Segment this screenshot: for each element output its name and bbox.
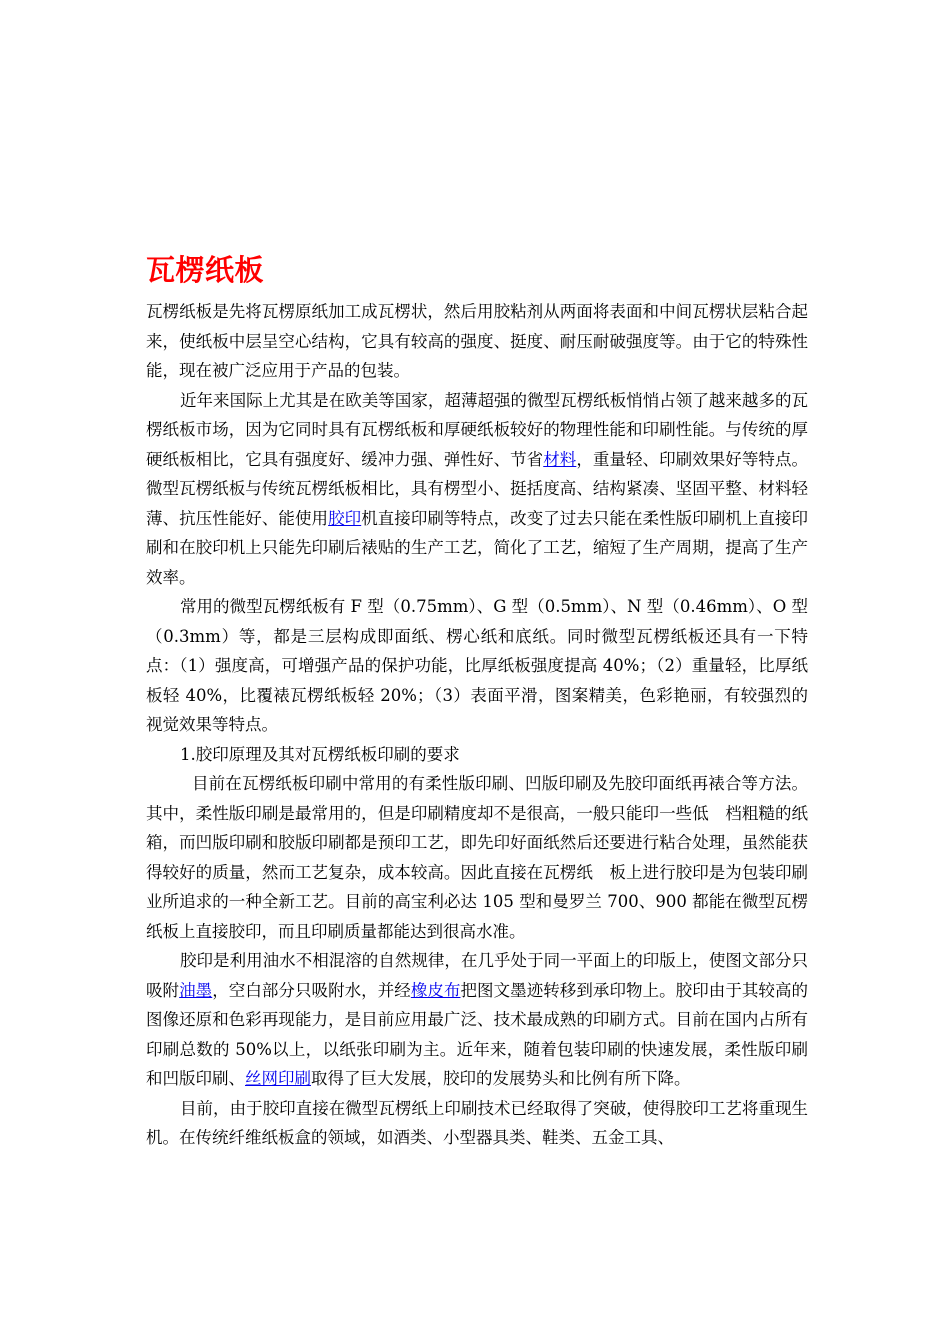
link-materials[interactable]: 材料 <box>543 449 577 469</box>
section-heading: 1.胶印原理及其对瓦楞纸板印刷的要求 <box>180 744 460 764</box>
link-offset-printing[interactable]: 胶印 <box>328 508 362 528</box>
paragraph-text: 取得了巨大发展，胶印的发展势头和比例有所下降。 <box>311 1069 691 1088</box>
paragraph-micro-corrugated <box>146 386 808 593</box>
paragraph-flute-types: 常用的微型瓦楞纸板有 F 型（0.75mm）、G 型（0.5mm）、N 型（0.46mm）、O 型（0.3mm）等，都是三层构成即面纸、楞心纸和底纸。同时微型瓦楞纸板还具有一下特点：（1）强度高，可增强产品的保护功能，比厚纸板强度提高 40%；（2）重量轻，比厚纸板轻 40%，比覆裱瓦楞纸板轻 20%；（3）表面平滑，图案精美，色彩艳丽，有较强烈的视觉效果等特点。 <box>146 597 808 734</box>
document-body <box>146 297 808 1153</box>
paragraph-text: 胶印是利用油水不相混溶的自然规律，在几乎处于同一平面上的印版上，使图文部分只吸附 <box>146 951 808 1000</box>
link-blanket[interactable]: 橡皮布 <box>410 980 461 1000</box>
link-ink[interactable]: 油墨 <box>179 980 213 1000</box>
paragraph-printing-methods: 目前在瓦楞纸板印刷中常用的有柔性版印刷、凹版印刷及先胶印面纸再裱合等方法。其中，柔性版印刷是最常用的，但是印刷精度却不是很高，一般只能印一些低 档粗糙的纸箱，而凹版印刷和胶版印刷都是预印工艺，即先印好面纸然后还要进行粘合处理，虽然能获得较好的质量，然而工艺复杂，成本较高。因此直接在瓦楞纸 板上进行胶印是为包装印刷业所追求的一种全新工艺。目前的高宝利必达 105 型和曼罗兰 700、900 都能在微型瓦楞纸板上直接胶印，而且印刷质量都能达到很高水准。 <box>146 774 808 941</box>
paragraph-text: ，重量轻、印刷效果好等特点。微型瓦楞纸板与传统瓦楞纸板相比，具有楞型小、挺括度高、结构紧凑、坚固平整、材料轻薄、抗压性能好、能使用 <box>146 449 809 528</box>
link-screen-printing[interactable]: 丝网印刷 <box>245 1069 311 1088</box>
paragraph-text: ，空白部分只吸附水，并经 <box>212 980 411 1000</box>
paragraph-text: 把图文墨迹转移到承印物上。胶印由于其较高的图像还原和色彩再现能力，是目前应用最广泛、技术最成熟的印刷方式。目前在国内占所有印刷总数的 50%以上，以纸张印刷为主。近年来，随着包装印刷的快速发展，柔性版印刷和凹版印刷、 <box>146 980 809 1088</box>
page-title: 瓦楞纸板 <box>146 253 265 287</box>
paragraph-offset-principle <box>146 946 808 1094</box>
paragraph-current-status: 目前，由于胶印直接在微型瓦楞纸上印刷技术已经取得了突破，使得胶印工艺将重现生机。在传统纤维纸板盒的领域，如酒类、小型器具类、鞋类、五金工具、 <box>146 1098 808 1147</box>
paragraph-intro: 瓦楞纸板是先将瓦楞原纸加工成瓦楞状，然后用胶粘剂从两面将表面和中间瓦楞状层粘合起来，使纸板中层呈空心结构，它具有较高的强度、挺度、耐压耐破强度等。由于它的特殊性能，现在被广泛应用于产品的包装。 <box>146 302 808 380</box>
paragraph-text: 机直接印刷等特点，改变了过去只能在柔性版印刷机上直接印刷和在胶印机上只能先印刷后裱贴的生产工艺，简化了工艺，缩短了生产周期，提高了生产效率。 <box>146 508 809 587</box>
paragraph-text: 近年来国际上尤其是在欧美等国家，超薄超强的微型瓦楞纸板悄悄占领了越来越多的瓦楞纸板市场，因为它同时具有瓦楞纸板和厚硬纸板较好的物理性能和印刷性能。与传统的厚硬纸板相比，它具有强度好、缓冲力强、弹性好、节省 <box>146 390 808 469</box>
